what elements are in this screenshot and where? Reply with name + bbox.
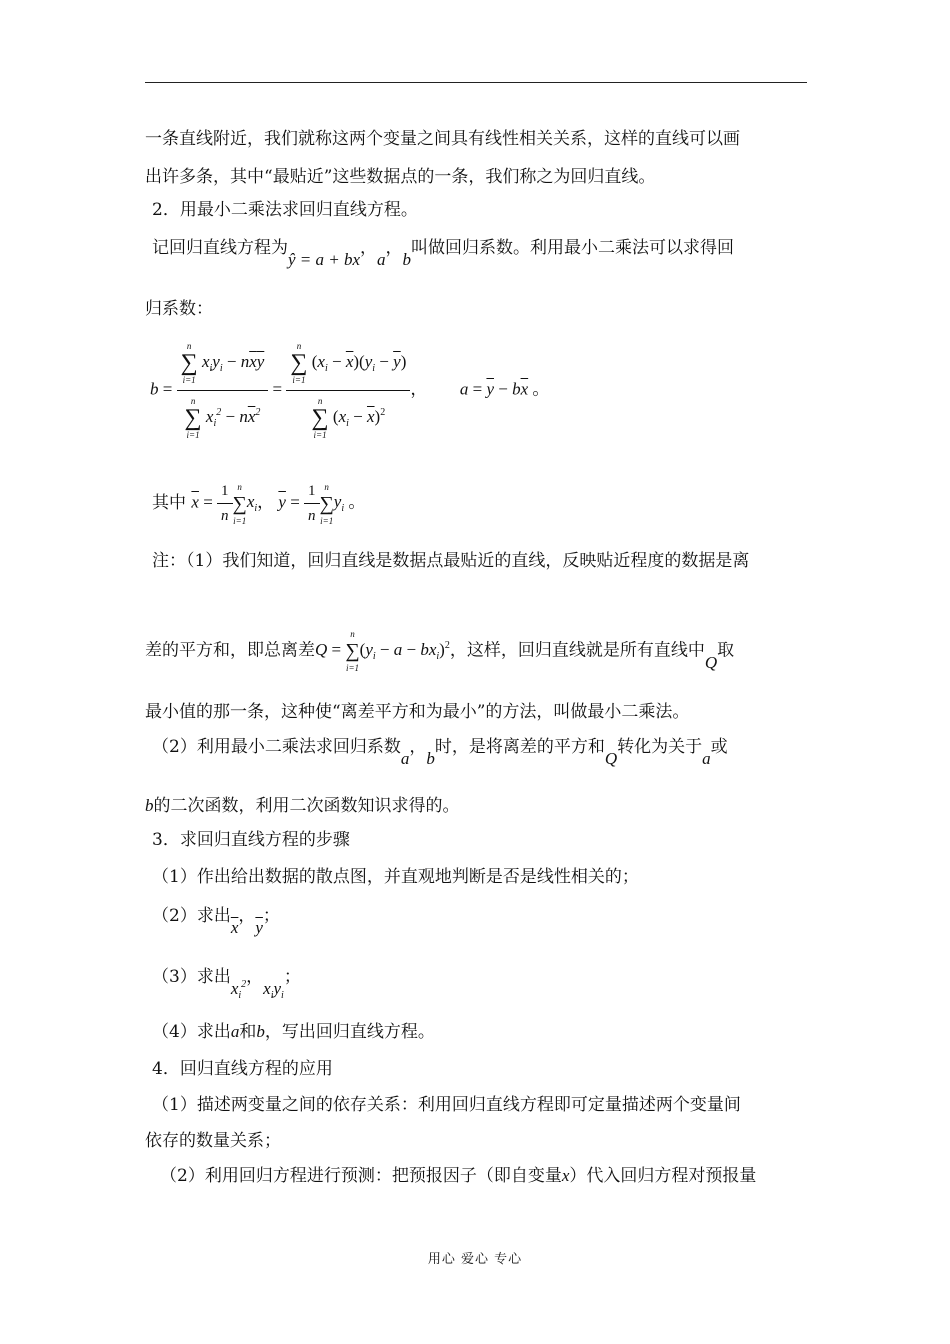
paragraph-line: （2）利用回归方程进行预测：把预报因子（即自变量x）代入回归方程对预报量 [160,1166,757,1186]
paragraph-line: 记回归直线方程为ŷ = a + bx，a，b叫做回归系数。利用最小二乘法可以求得回 [152,238,735,269]
section-heading: 4．回归直线方程的应用 [152,1059,333,1079]
page-footer: 用心 爱心 专心 [427,1252,523,1267]
paragraph-line: b的二次函数，利用二次函数知识求得的。 [145,796,460,816]
paragraph-line: 一条直线附近，我们就称这两个变量之间具有线性相关关系，这样的直线可以画 [145,129,740,149]
coefficient-formula: b = n ∑ i=1 $x_iy_i - n\overline{x}\overline{y}$ n ∑ i=1 $x_i^2 - n\overline{x}^2$ = n ∑ i=1 $(x_i - \overline{x})(y_i - \overline{y})$ n ∑ i=1 $(x_i - \overline{x})^2$ ， $a = \overline{y} - b\overline{x}$ 。 [150,341,550,440]
paragraph-line: （1）描述两变量之间的依存关系：利用回归直线方程即可定量描述两个变量间 [152,1095,741,1115]
paragraph-line: 最小值的那一条，这种使“离差平方和为最小”的方法，叫做最小二乘法。 [145,702,690,722]
step-item: （1）作出给出数据的散点图，并直观地判断是否是线性相关的； [152,867,639,887]
paragraph-line: 依存的数量关系； [145,1131,281,1151]
step-item: （4）求出a和b，写出回归直线方程。 [152,1022,435,1042]
step-item: （3）求出$x_i^2$，$x_iy_i$； [152,967,301,1001]
section-heading: 3．求回归直线方程的步骤 [152,830,350,850]
paragraph-line: 注：（1）我们知道，回归直线是数据点最贴近的直线，反映贴近程度的数据是离 [152,551,750,571]
mean-formula: $\overline{x}$ = $\frac{1}{n}$ n ∑ i=1 $x_i$， $\overline{y}$ = $\frac{1}{n}$ n ∑ i=1 $y_i$ 。 [191,481,366,526]
paragraph-line: 归系数： [145,299,213,319]
total-deviation-formula: Q = n ∑ i=1 $(y_i - a - bx_i)^2$ [315,629,450,673]
paragraph-line: 出许多条，其中“最贴近”这些数据点的一条，我们称之为回归直线。 [145,167,656,187]
section-heading: 2．用最小二乘法求回归直线方程。 [152,200,418,220]
regression-equation: ŷ = a + bx [288,250,361,269]
paragraph-line: 差的平方和，即总离差Q = n ∑ i=1 $(y_i - a - bx_i)^2$，这样，回归直线就是所有直线中Q取 [145,629,735,673]
paragraph-line: 其中 $\overline{x}$ = $\frac{1}{n}$ n ∑ i=1 $x_i$， $\overline{y}$ = $\frac{1}{n}$ n ∑ i=1 $y_i$ 。 [152,481,366,526]
header-rule [145,82,807,83]
paragraph-line: （2）利用最小二乘法求回归系数a，b时，是将离差的平方和Q转化为关于a或 [152,737,728,768]
step-item: （2）求出$\overline{x}$，$\overline{y}$； [152,906,280,937]
